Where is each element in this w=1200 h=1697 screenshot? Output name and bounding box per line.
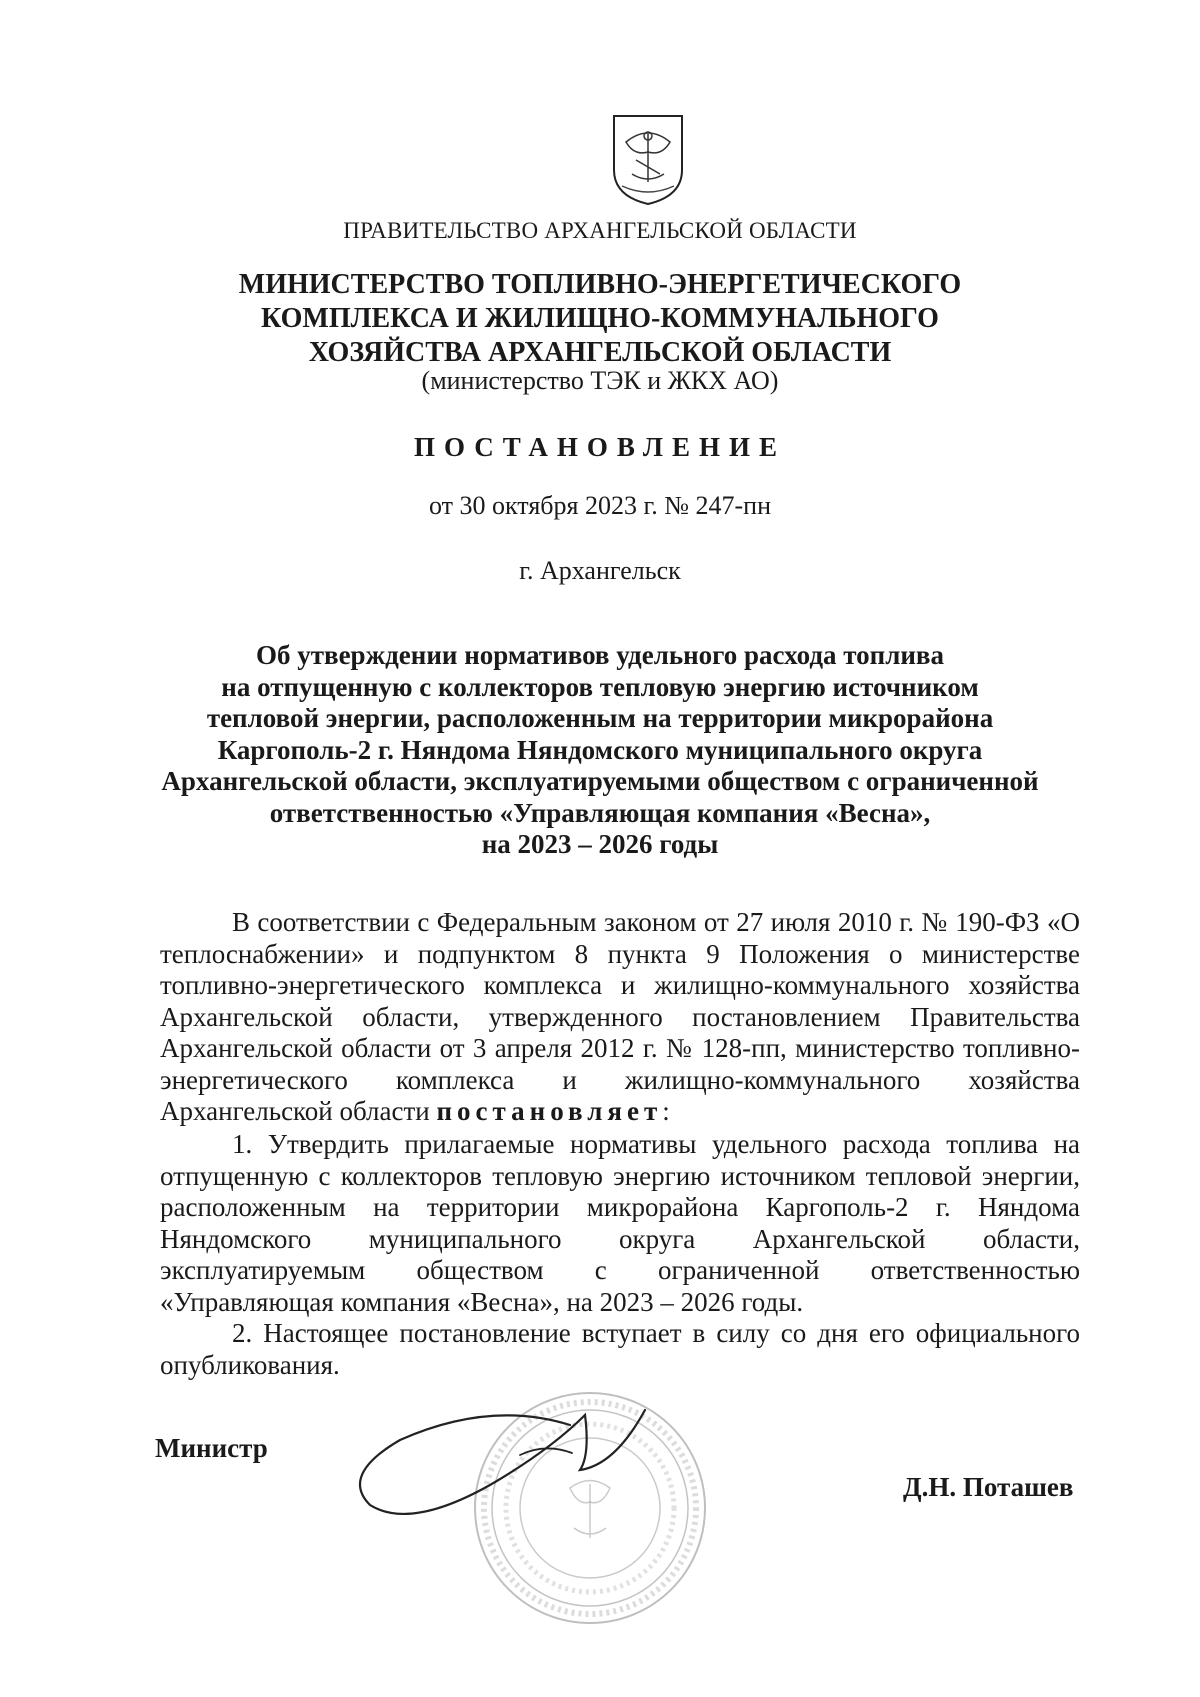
signature-icon: [340, 1395, 670, 1535]
decree-word: постановляет: [436, 1096, 663, 1126]
document-date-number: от 30 октября 2023 г. № 247-пн: [429, 491, 771, 520]
item-1-paragraph: 1. Утвердить прилагаемые нормативы удельного расхода топлива на отпущенную с коллекторов тепловую энергию источником тепловой энергии, расположенным на территории микрорайона Каргополь-2 г. Няндома Няндомского муниципального округа Архангельской области, эксплуатируемым обществом с ограниченной ответственностью «Управляющая компания «Весна», на 2023 – 2026 годы.: [160, 1129, 1080, 1317]
document-type: ПОСТАНОВЛЕНИЕ: [413, 432, 787, 462]
preamble-text: В соответствии с Федеральным законом от 27 июля 2010 г. № 190-ФЗ «О теплоснабжении» и подпунктом 8 пункта 9 Положения о министерстве топливно-энергетического комплекса и жилищно-коммунального хозяйства Архангельской области, утвержденного постановлением Правительства Архангельской области от 3 апреля 2012 г. № 128-пп, министерство топливно-энергетического комплекса и жилищно-коммунального хозяйства Архангельской области: [160, 907, 1080, 1126]
subject-line: на 2023 – 2026 годы: [481, 829, 719, 859]
ministry-name-line: КОМПЛЕКСА И ЖИЛИЩНО-КОММУНАЛЬНОГО: [261, 303, 939, 334]
government-name: ПРАВИТЕЛЬСТВО АРХАНГЕЛЬСКОЙ ОБЛАСТИ: [343, 218, 857, 243]
signatory-name: Д.Н. Поташев: [903, 1472, 1074, 1502]
subject-line: Об утверждении нормативов удельного расхода топлива: [255, 640, 945, 670]
ministry-name: [0, 268, 1200, 370]
coat-of-arms-icon: [608, 112, 688, 207]
subject-line: ответственностью «Управляющая компания «Весна»,: [269, 797, 931, 828]
ministry-short-name: (министерство ТЭК и ЖКХ АО): [421, 366, 779, 395]
ministry-name-line: МИНИСТЕРСТВО ТОПЛИВНО-ЭНЕРГЕТИЧЕСКОГО: [238, 269, 962, 300]
document-city: г. Архангельск: [519, 556, 681, 585]
preamble-paragraph: [160, 907, 1080, 1128]
decree-colon: :: [662, 1096, 670, 1126]
signatory-title: Министр: [155, 1433, 268, 1463]
subject-line: на отпущенную с коллекторов тепловую энергию источником: [221, 671, 979, 702]
subject-line: тепловой энергии, расположенным на территории микрорайона: [206, 703, 994, 733]
subject-line: Каргополь-2 г. Няндома Няндомского муниципального округа: [217, 734, 983, 765]
item-2-paragraph: 2. Настоящее постановление вступает в силу со дня его официального опубликования.: [160, 1318, 1080, 1380]
ministry-name-line: ХОЗЯЙСТВА АРХАНГЕЛЬСКОЙ ОБЛАСТИ: [308, 337, 892, 368]
document-subject: [0, 640, 1200, 861]
subject-line: Архангельской области, эксплуатируемыми обществом с ограниченной: [161, 766, 1039, 796]
